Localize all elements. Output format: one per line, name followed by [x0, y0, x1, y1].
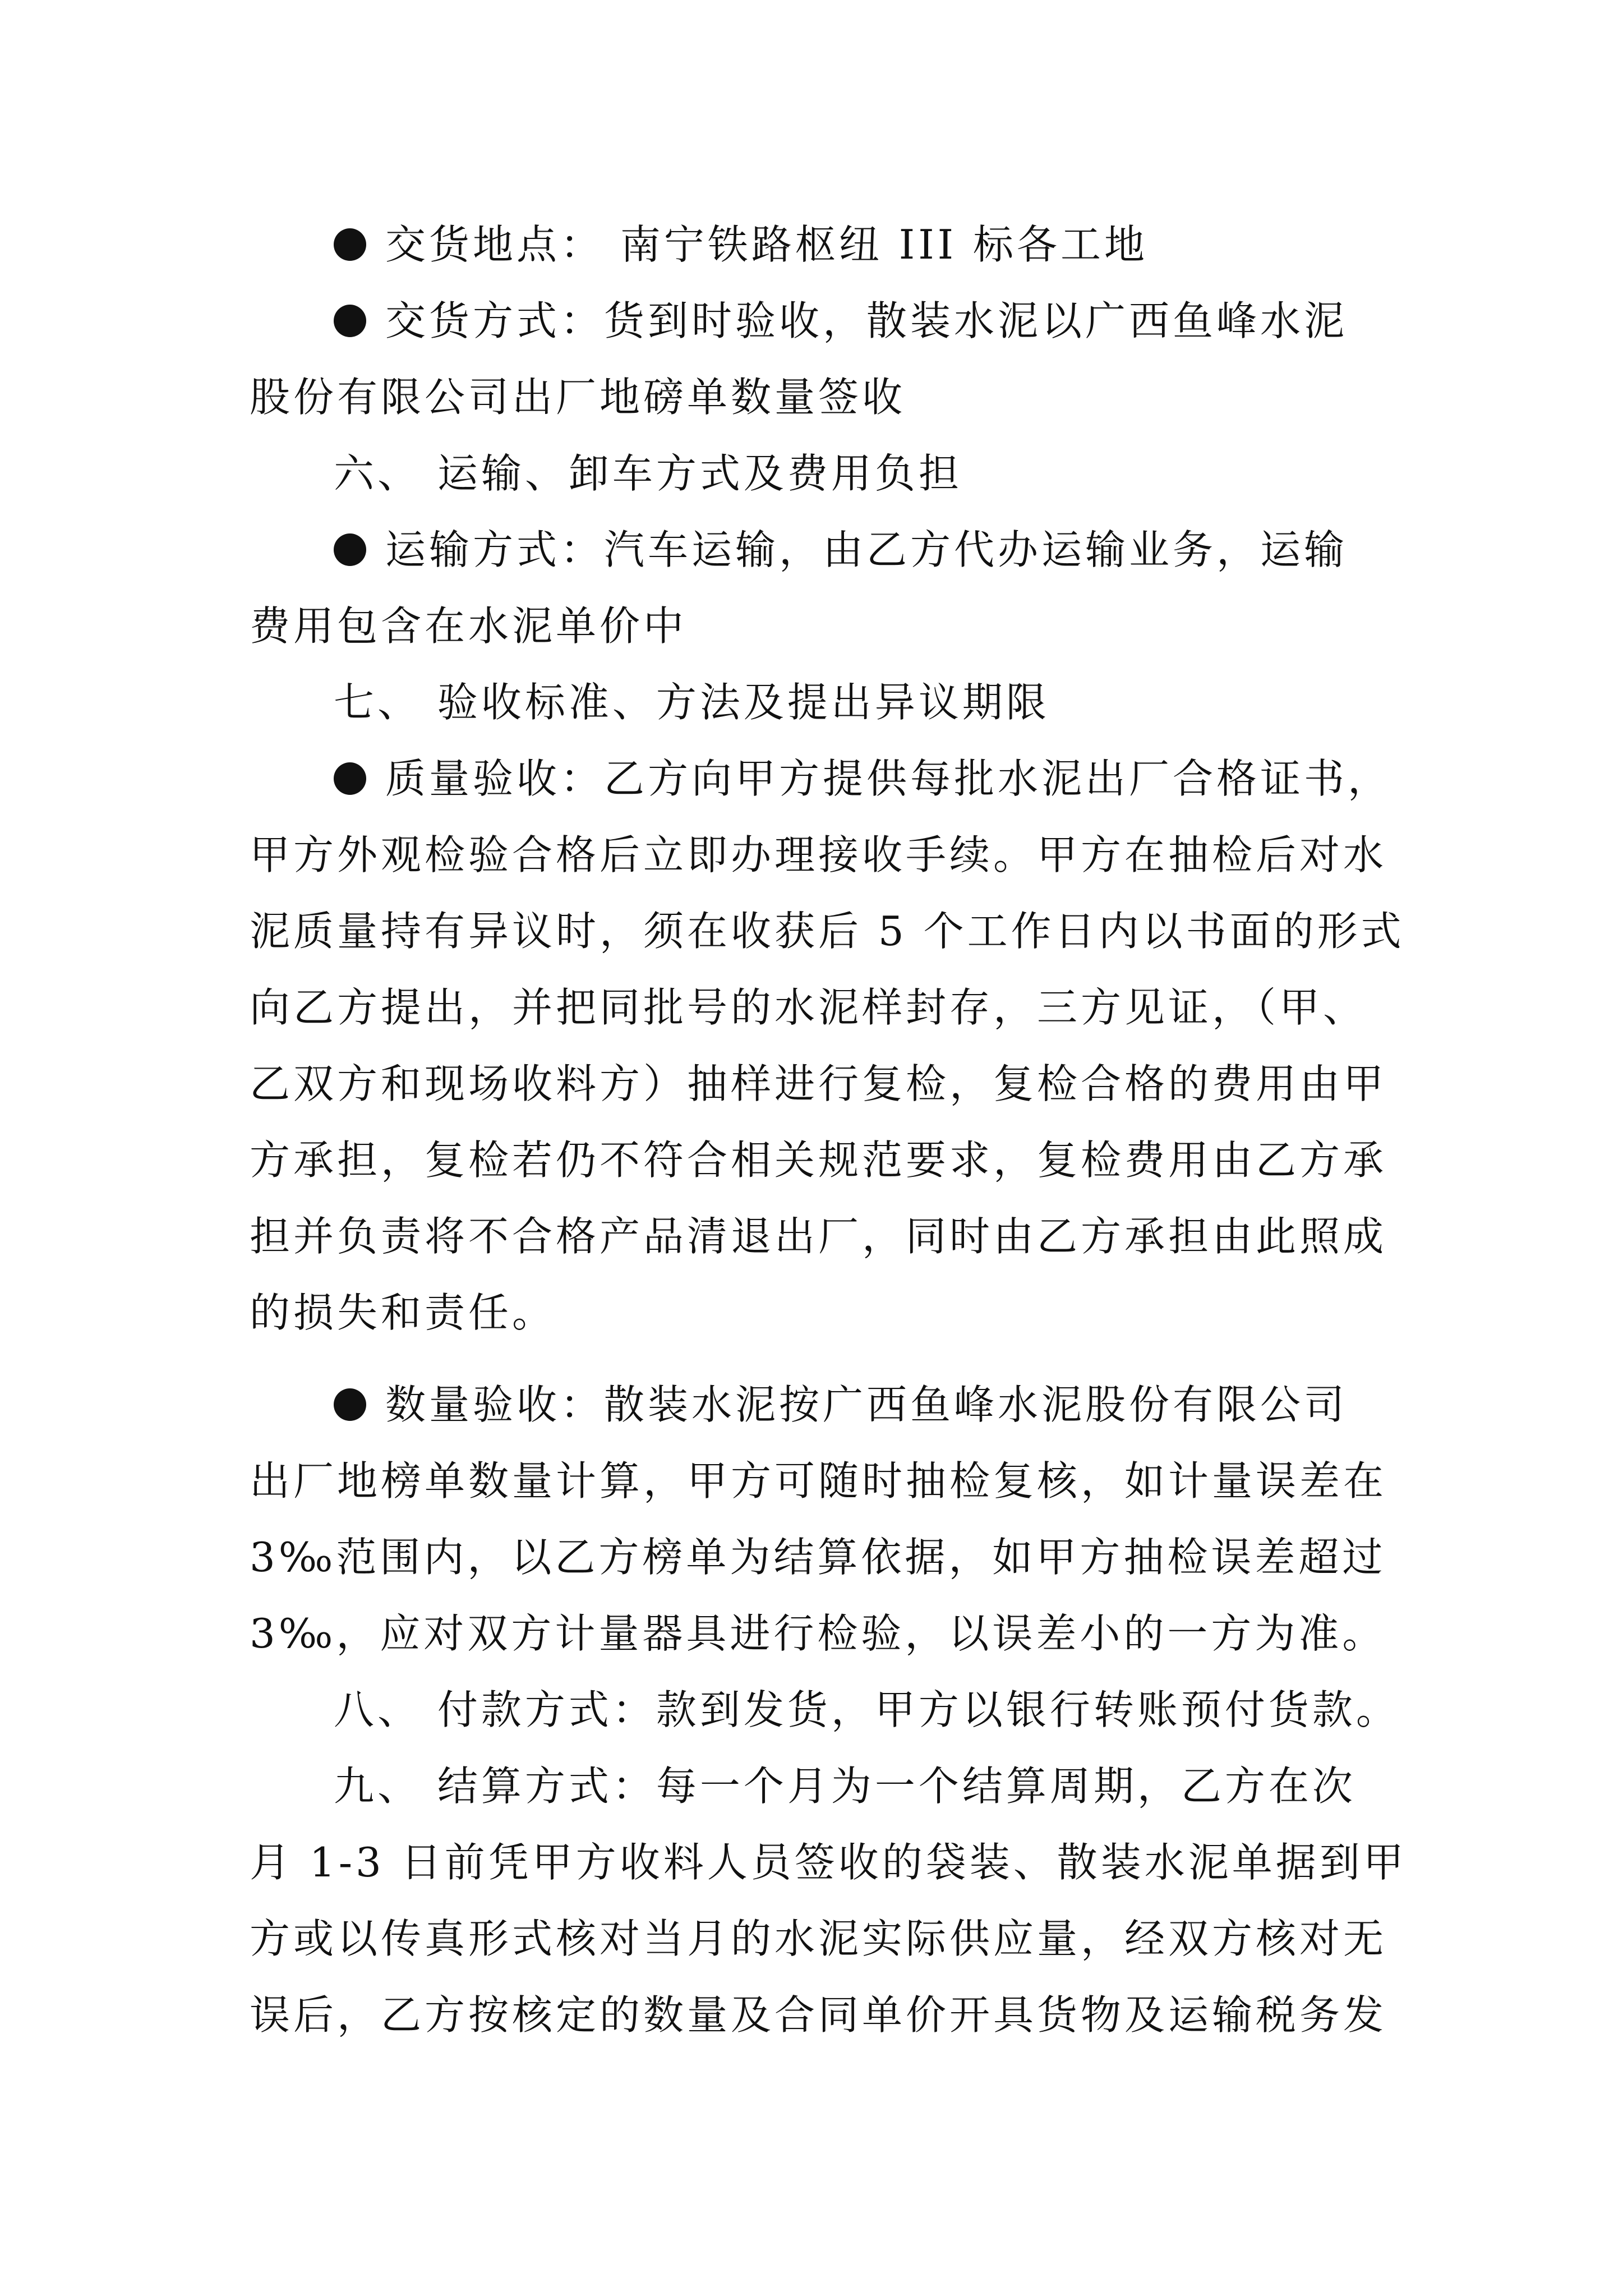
line-text: 八、 付款方式：款到发货，甲方以银行转账预付货款。 [334, 1686, 1400, 1733]
bullet-icon [334, 1388, 366, 1421]
text-line [250, 740, 1392, 817]
line-text: 甲方外观检验合格后立即办理接收手续。甲方在抽检后对水 [250, 831, 1387, 878]
line-text: 数量验收：散装水泥按广西鱼峰水泥股份有限公司 [385, 1381, 1348, 1428]
line-text: 担并负责将不合格产品清退出厂，同时由乙方承担由此照成 [250, 1213, 1387, 1260]
text-line [250, 1046, 1387, 1122]
text-line [250, 893, 1405, 969]
line-text: 误后，乙方按核定的数量及合同单价开具货物及运输税务发 [250, 1991, 1387, 2039]
line-text: 运输方式：汽车运输，由乙方代办运输业务，运输 [385, 526, 1348, 573]
line-text: 方或以传真形式核对当月的水泥实际供应量，经双方核对无 [250, 1915, 1387, 1962]
line-text: 3‰范围内，以乙方榜单为结算依据，如甲方抽检误差超过 [250, 1534, 1386, 1581]
text-line [250, 206, 1377, 283]
text-line [250, 283, 1377, 359]
bullet-icon [334, 533, 366, 566]
line-text: 出厂地榜单数量计算，甲方可随时抽检复核，如计量误差在 [250, 1457, 1387, 1504]
text-line [250, 512, 1377, 588]
line-text: 七、 验收标准、方法及提出异议期限 [334, 679, 1050, 726]
line-text: 的损失和责任。 [250, 1289, 556, 1336]
text-line [250, 817, 1387, 893]
line-text: 九、 结算方式：每一个月为一个结算周期，乙方在次 [334, 1763, 1356, 1810]
text-line [250, 1977, 1387, 2053]
bullet-icon [334, 762, 366, 795]
line-text: 向乙方提出，并把同批号的水泥样封存，三方见证，（甲、 [250, 984, 1367, 1031]
text-line [250, 1443, 1387, 1519]
text-line [250, 588, 1377, 664]
text-line [250, 1366, 1377, 1443]
line-text: 月 1-3 日前凭甲方收料人员签收的袋装、散装水泥单据到甲 [250, 1839, 1407, 1886]
text-line [250, 435, 1377, 512]
line-text: 泥质量持有异议时，须在收获后 5 个工作日内以书面的形式 [250, 908, 1405, 955]
line-text: 3‰，应对双方计量器具进行检验，以误差小的一方为准。 [250, 1610, 1386, 1657]
text-line [250, 1519, 1386, 1595]
text-line [250, 1748, 1377, 1824]
text-line [250, 1274, 1377, 1351]
line-text: 股份有限公司出厂地磅单数量签收 [250, 374, 906, 421]
line-text: 方承担，复检若仍不符合相关规范要求，复检费用由乙方承 [250, 1137, 1387, 1184]
line-text: 乙双方和现场收料方）抽样进行复检，复检合格的费用由甲 [250, 1060, 1387, 1107]
text-line [250, 1901, 1387, 1977]
text-line [250, 1198, 1387, 1274]
line-text: 交货方式：货到时验收，散装水泥以广西鱼峰水泥 [385, 297, 1348, 344]
line-text: 交货地点： 南宁铁路枢纽 III 标各工地 [385, 221, 1148, 268]
text-line [250, 1122, 1387, 1198]
text-line [250, 1824, 1407, 1901]
document-body [250, 206, 1407, 2053]
line-text: 六、 运输、卸车方式及费用负担 [334, 450, 962, 497]
text-line [250, 664, 1377, 740]
line-text: 质量验收：乙方向甲方提供每批水泥出厂合格证书， [385, 755, 1392, 802]
bullet-icon [334, 305, 366, 337]
text-line [250, 969, 1377, 1046]
text-line [250, 1595, 1386, 1672]
line-text: 费用包含在水泥单价中 [250, 602, 688, 650]
text-line [250, 1672, 1400, 1748]
bullet-icon [334, 228, 366, 261]
text-line [250, 359, 1377, 435]
